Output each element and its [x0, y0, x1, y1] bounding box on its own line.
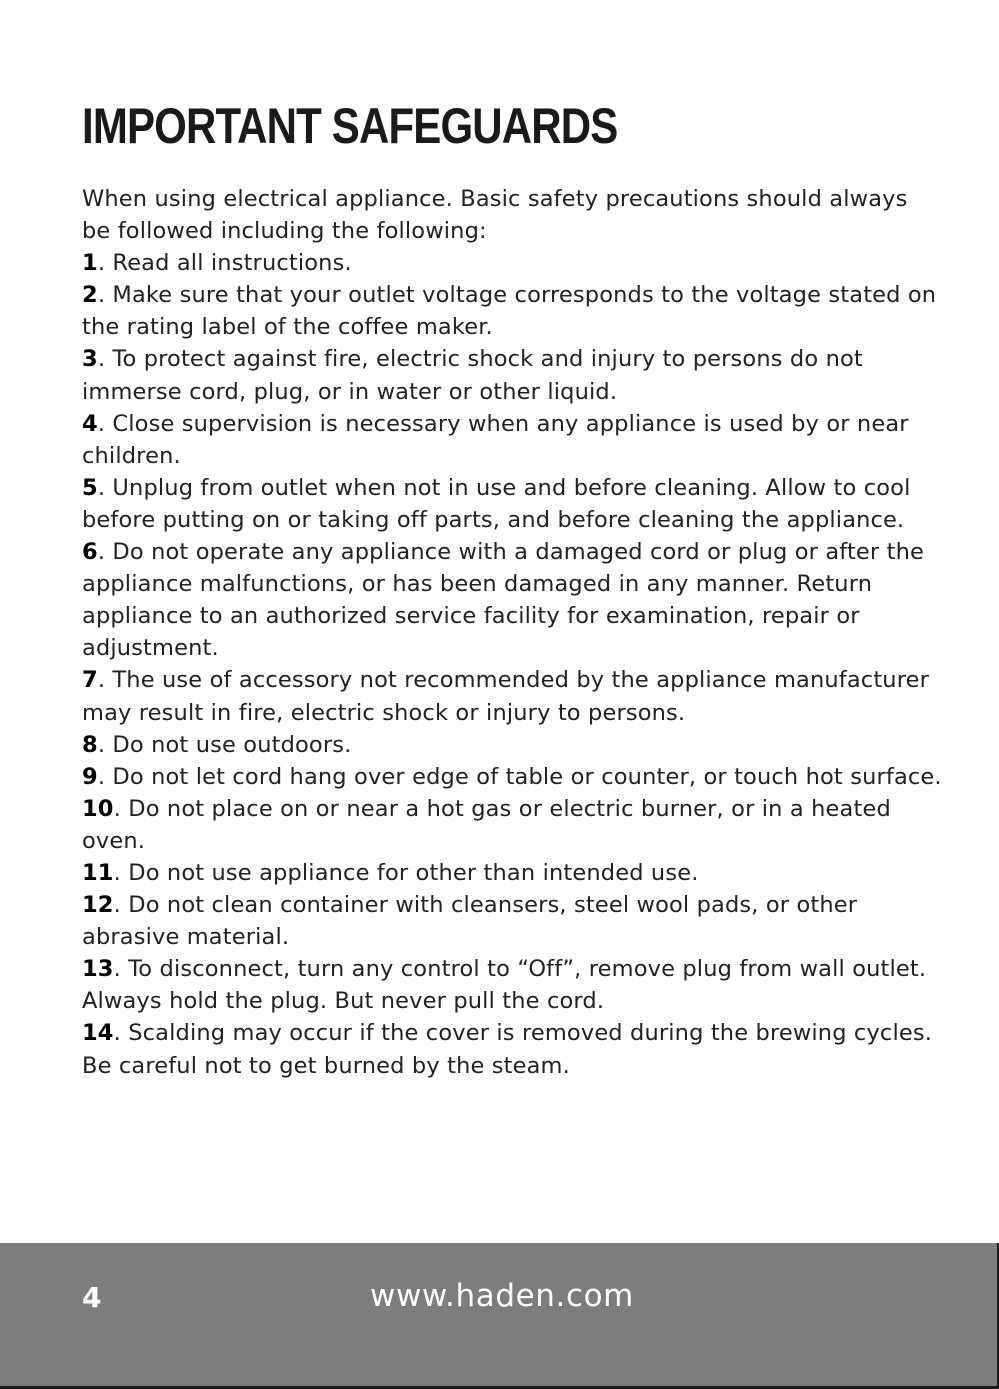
- website-url: www.haden.com: [370, 1278, 634, 1314]
- safeguard-text: . Do not let cord hang over edge of table or counter, or touch hot surface.: [97, 763, 942, 790]
- safeguards-content: [82, 183, 942, 1082]
- safeguard-text: . Do not operate any appliance with a damaged cord or plug or after the appliance malfunctions, or has been damaged in any manner. Return appliance to an authorized service facility for examination, repair or adjustment.: [82, 539, 924, 662]
- safeguard-item: [82, 761, 942, 793]
- safeguard-number: 2: [82, 282, 98, 309]
- safeguard-item: [82, 279, 942, 343]
- safeguard-number: 10: [82, 795, 114, 822]
- safeguard-item: [82, 729, 942, 761]
- safeguard-number: 9: [82, 763, 98, 790]
- safeguard-item: [82, 889, 942, 953]
- safeguard-item: [82, 1017, 942, 1081]
- safeguard-text: . Do not place on or near a hot gas or electric burner, or in a heated oven.: [82, 795, 891, 854]
- safeguard-number: 12: [82, 892, 114, 919]
- safeguard-item: [82, 247, 942, 279]
- safeguard-item: [82, 664, 942, 728]
- safeguard-item: [82, 472, 942, 536]
- safeguard-number: 13: [82, 956, 114, 983]
- safeguard-text: . Close supervision is necessary when any appliance is used by or near children.: [82, 410, 909, 469]
- safeguard-text: . To protect against fire, electric shock and injury to persons do not immerse cord, plug, or in water or other liquid.: [82, 346, 863, 405]
- safeguard-text: . Unplug from outlet when not in use and before cleaning. Allow to cool before putting on or taking off parts, and before cleaning the appliance.: [82, 474, 911, 533]
- safeguard-text: . Do not use outdoors.: [97, 731, 352, 758]
- safeguard-number: 7: [82, 667, 98, 694]
- safeguard-text: . Make sure that your outlet voltage corresponds to the voltage stated on the rating label of the coffee maker.: [82, 282, 937, 341]
- safeguard-text: . The use of accessory not recommended by the appliance manufacturer may result in fire, electric shock or injury to persons.: [82, 667, 929, 726]
- safeguard-text: . Do not use appliance for other than intended use.: [113, 859, 699, 886]
- safeguard-number: 11: [82, 859, 114, 886]
- safeguard-item: [82, 953, 942, 1017]
- safeguard-number: 3: [82, 346, 98, 373]
- safeguards-list: [82, 247, 942, 1081]
- safeguard-number: 1: [82, 250, 98, 277]
- safeguard-item: [82, 857, 942, 889]
- page-title: IMPORTANT SAFEGUARDS: [82, 98, 618, 154]
- safeguard-number: 5: [82, 474, 98, 501]
- safeguard-number: 6: [82, 539, 98, 566]
- safeguard-number: 4: [82, 410, 98, 437]
- safeguard-text: . To disconnect, turn any control to “Off”, remove plug from wall outlet. Always hold the plug. But never pull the cord.: [82, 956, 927, 1015]
- intro-text: When using electrical appliance. Basic safety precautions should always be followed including the following:: [82, 186, 908, 245]
- safeguard-text: . Read all instructions.: [97, 250, 352, 277]
- safeguard-item: [82, 408, 942, 472]
- safeguard-item: [82, 536, 942, 664]
- page-number: 4: [82, 1281, 102, 1314]
- safeguard-number: 14: [82, 1020, 114, 1047]
- safeguard-number: 8: [82, 731, 98, 758]
- safeguard-item: [82, 343, 942, 407]
- safeguard-text: . Scalding may occur if the cover is removed during the brewing cycles. Be careful not to get burned by the steam.: [82, 1020, 933, 1079]
- safeguard-text: . Do not clean container with cleansers, steel wool pads, or other abrasive material.: [82, 892, 858, 951]
- safeguard-item: [82, 793, 942, 857]
